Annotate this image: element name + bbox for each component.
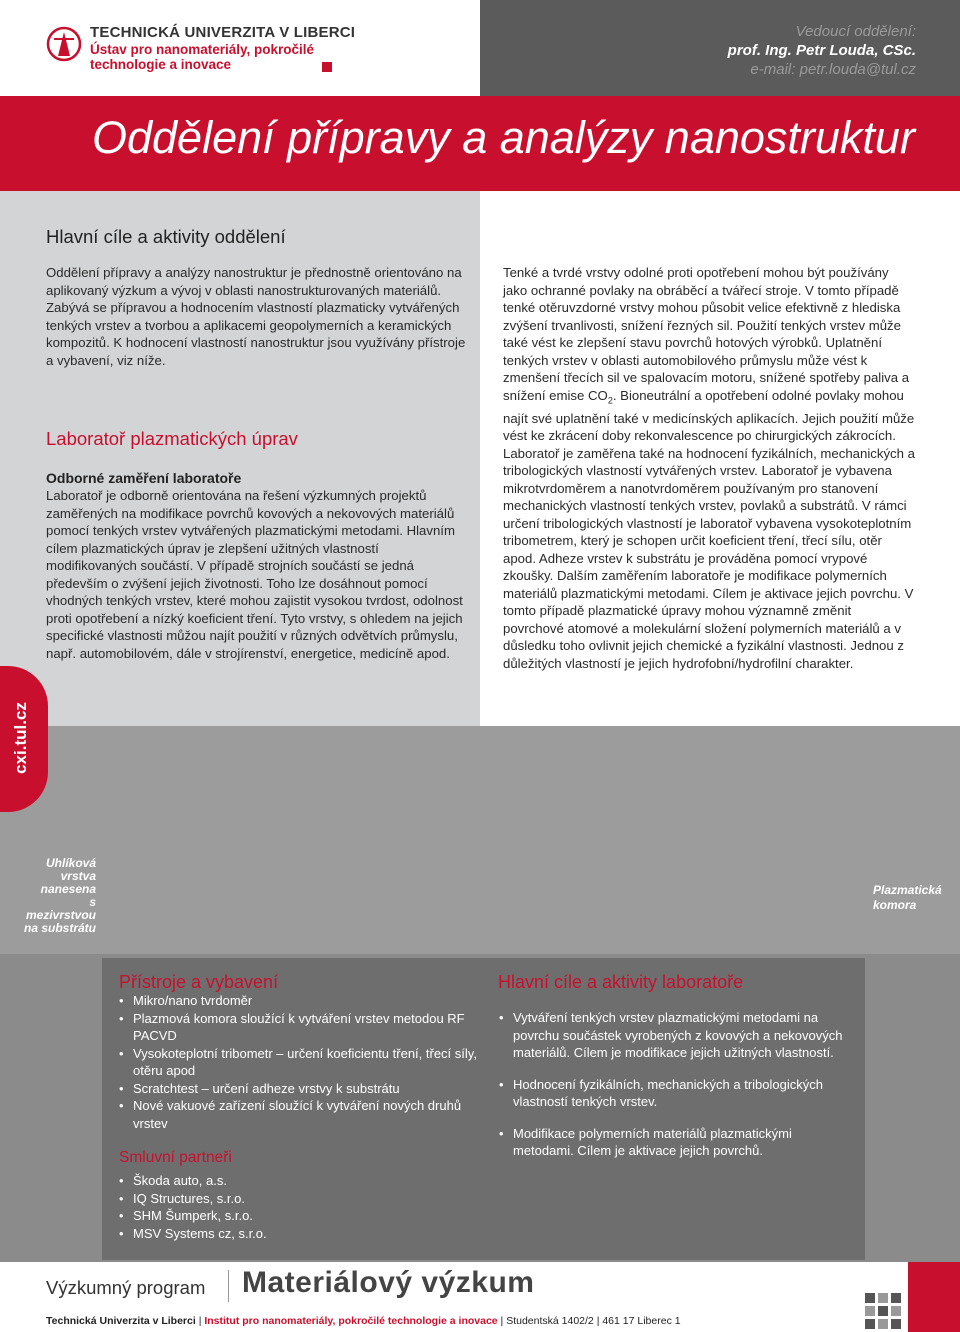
footer-sep-text: |	[195, 1315, 205, 1327]
lab-heading: Laboratoř plazmatických úprav	[46, 428, 298, 449]
lab-text-right	[503, 264, 915, 672]
caption-line: komora	[873, 898, 917, 912]
caption-line: vrstva	[60, 869, 96, 883]
footer-institute: Institut pro nanomateriály, pokročilé technologie a inovace	[204, 1315, 498, 1327]
footer-address-2: 461 17 Liberec 1	[602, 1315, 681, 1327]
logo-square-icon	[322, 62, 332, 72]
contact-name: prof. Ing. Petr Louda, CSc.	[727, 42, 916, 59]
caption-line: na substrátu	[23, 921, 96, 935]
page-title: Oddělení přípravy a analýzy nanostruktur	[92, 112, 915, 163]
partners-list	[119, 1172, 419, 1242]
list-item: • Plazmová komora sloužící k vytváření vrstev metodou RF PACVD	[119, 1010, 479, 1045]
footer-address-1: Studentská 1402/2	[506, 1315, 594, 1327]
lab-subheading: Odborné zaměření laboratoře	[46, 470, 242, 486]
image-band	[0, 726, 960, 954]
lab-goals-list	[499, 1009, 849, 1174]
footer-university: Technická Univerzita v Liberci	[46, 1315, 196, 1327]
side-tab-url[interactable]: cxi.tul.cz	[11, 702, 30, 774]
lab-text-right-sub: 2	[607, 395, 613, 406]
lab-text-right-b: . Bioneutrální a opotřebení odolné povlaky mohou najít své uplatnění také v medicínských aplikacích. Jejich použití může vést ke zkrácení doby rekonvalescence po chirurgických zákrocích. Laboratoř je zaměřena také na hodnocení fyzikálních, mechanických a tribologických vlastností vytvářených vrstev. Laboratoř je vybavena mikrotvrdoměrem a nanotvrdoměrem používaným pro stanovení mechanických vlastností tenkých vrstev, povlaků a substrátů. V rámci určení tribologických vlastností je laboratoř vybavena vysokoteplotním tribometrem, který je schopen určit koeficient tření, třecí sílu, otěr apod. Adheze vrstev k substrátu je prováděna pomocí vrypové zkoušky. Dalším zaměřením laboratoře je modifikace polymerních materiálů plazmatickými metodami. Cílem je aktivace jejich povrchu. V tomto případě plazmatické úpravy mohou významně změnit povrchové atomové a molekulární složení polymerních materiálů a v důsledku toho ovlivnit jejich chemické a fyzikální vlastnosti. Jednou z důležitých vlastností je jejich hydrofobní/hydrofilní charakter.	[503, 387, 915, 671]
caption-line: nanesena	[40, 882, 96, 896]
list-item: • MSV Systems cz, s.r.o.	[119, 1225, 419, 1243]
caption-line: Plazmatická	[873, 883, 942, 897]
list-item: • Mikro/nano tvrdoměr	[119, 992, 479, 1010]
list-item: • Hodnocení fyzikálních, mechanických a tribologických vlastností tenkých vrstev.	[499, 1076, 849, 1111]
footer-divider	[228, 1270, 229, 1302]
grid-pattern-icon	[865, 1293, 901, 1329]
institute-name	[90, 42, 350, 72]
contact-label: Vedoucí oddělení:	[795, 23, 916, 40]
caption-line: Uhlíková	[45, 856, 96, 870]
section-text-goals: Oddělení přípravy a analýzy nanostruktur je přednostně orientováno na aplikovaný výzkum a vývoj v oblasti nanostrukturovaných materiálů. Zabývá se přípravou a hodnocením vlastností plazmaticky vytvářených tenkých vrstev a tvorbou a aplikacemi geopolymerních a keramických kompozitů. K hodnocení vlastností nanostruktur jsou využívány přístroje a vybavení, viz níže.	[46, 265, 466, 368]
list-item: • Vytváření tenkých vrstev plazmatickými metodami na povrchu součástek vyrobených z kovových a nekovových materiálů. Cílem je modifikace jejich užitných vlastností.	[499, 1009, 849, 1062]
university-logo-icon	[46, 26, 82, 62]
list-item: • IQ Structures, s.r.o.	[119, 1190, 419, 1208]
lab-text-left: Laboratoř je odborně orientována na řešení výzkumných projektů zaměřených na modifikace povrchů kovových a nekovových materiálů pomocí tenkých vrstev vytvářených plazmatickými metodami. Hlavním cílem plazmatických úprav je zlepšení užitných vlastností modifikovaných součástí. V případě strojních součástí se jedná především o zvýšení jejich životnosti. Toho lze dosáhnout pomocí vhodných tenkých vrstev, které mohou zajistit vysokou tvrdost, odolnost proti opotřebení a nízký koeficient tření. Tyto vrstvy, s ohledem na jejich specifické vlastnosti můžou najít použití v různých odvětvích průmyslu, např. automobilovém, dále v strojírenství, energetice, medicíně apod.	[46, 488, 463, 661]
contact-block	[728, 22, 916, 79]
caption-carbon-layer	[18, 857, 96, 935]
program-label: Výzkumný program	[46, 1277, 206, 1298]
list-item: • Vysokoteplotní tribometr – určení koeficientu tření, třecí síly, otěru apod	[119, 1045, 479, 1080]
caption-plasma-chamber	[873, 883, 953, 913]
list-item: • Škoda auto, a.s.	[119, 1172, 419, 1190]
footer-sep-text: |	[593, 1315, 603, 1327]
caption-line: s mezivrstvou	[25, 895, 96, 922]
list-item: • SHM Šumperk, s.r.o.	[119, 1207, 419, 1225]
equipment-heading: Přístroje a vybavení	[119, 972, 279, 992]
university-name: TECHNICKÁ UNIVERZITA V LIBERCI	[90, 24, 356, 41]
institute-line-1: Ústav pro nanomateriály, pokročilé	[90, 42, 315, 57]
footer-sep-text: |	[497, 1315, 507, 1327]
institute-line-2: technologie a inovace	[90, 57, 232, 72]
list-item: • Scratchtest – určení adheze vrstvy k substrátu	[119, 1080, 479, 1098]
equipment-list	[119, 992, 479, 1132]
section-heading-goals: Hlavní cíle a aktivity oddělení	[46, 226, 286, 247]
corner-accent	[908, 1262, 960, 1332]
list-item: • Nové vakuové zařízení sloužící k vytváření nových druhů vrstev	[119, 1097, 479, 1132]
partners-heading: Smluvní partneři	[119, 1149, 232, 1166]
lab-text-right-a: Tenké a tvrdé vrstvy odolné proti opotřebení mohou být používány jako ochranné povlaky na obráběcí a tvářecí stroje. V tomto případě tenké otěruvzdorné vrstvy mohou působit velice efektivně z hlediska zvýšení trvanlivosti, snížení řezných sil. Použití tenkých vrstev může také vést ke zlepšení stavu povrchů hotových výrobků. Uplatnění tenkých vrstev v oblasti automobilového průmyslu může vést k zmenšení třecích sil ve spalovacím motoru, snížené spotřeby paliva a snížení emise CO	[503, 265, 910, 403]
list-item: • Modifikace polymerních materiálů plazmatickými metodami. Cílem je aktivace jejich povrchů.	[499, 1125, 849, 1160]
footer-address	[46, 1315, 681, 1327]
program-name: Materiálový výzkum	[242, 1266, 535, 1299]
lab-goals-heading: Hlavní cíle a aktivity laboratoře	[498, 972, 744, 992]
contact-email[interactable]: e-mail: petr.louda@tul.cz	[750, 61, 916, 78]
